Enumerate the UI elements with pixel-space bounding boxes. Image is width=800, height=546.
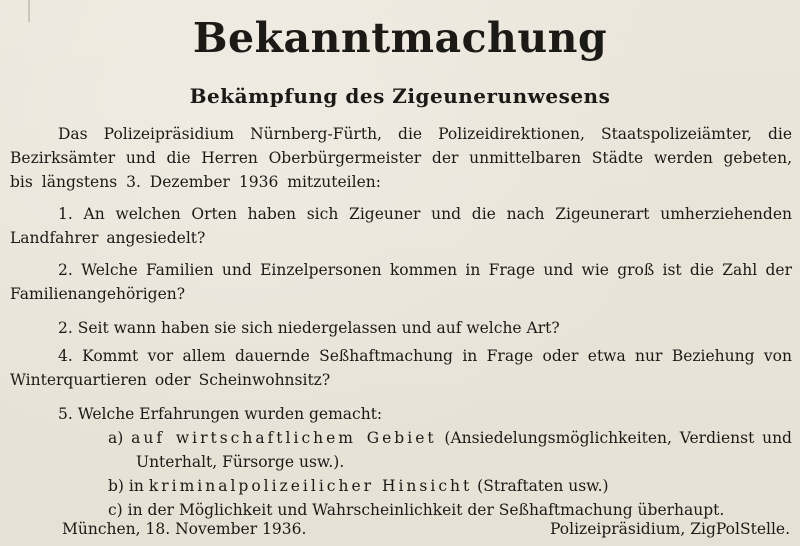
sub-item-a-text (108, 426, 792, 474)
signature: Polizeipräsidium, ZigPolStelle. (549, 520, 790, 538)
sub-item-a-emphasis: auf wirtschaftlichem Gebiet (131, 429, 437, 447)
question-5: 5. Welche Erfahrungen wurden gemacht: (58, 405, 383, 423)
sub-item-b-prefix: in (128, 477, 144, 495)
sub-item-c-marker: c) (108, 501, 123, 519)
sub-item-a-marker: a) (108, 429, 124, 447)
sub-item-c-text: in der Möglichkeit und Wahrscheinlichkeit der Seßhaftmachung überhaupt. (127, 501, 725, 519)
sub-item-a (108, 426, 792, 474)
notice-subtitle: Bekämpfung des Zigeunerunwesens (189, 84, 611, 108)
sub-item-a-detail: (Ansiedelungsmöglichkeiten, Verdienst und Unterhalt, Fürsorge usw.). (136, 429, 792, 471)
question-4: 4. Kommt vor allem dauernde Seßhaftmachung in Frage oder etwa nur Beziehung von Winterquartieren oder Scheinwohnsitz? (10, 347, 792, 389)
sub-item-b-marker: b) (108, 477, 124, 495)
notice-title: Bekanntmachung (192, 14, 608, 62)
question-1: 1. An welchen Orten haben sich Zigeuner und die nach Zigeunerart umherziehenden Landfahrer angesiedelt? (10, 205, 792, 247)
place-date: München, 18. November 1936. (62, 520, 307, 538)
intro-paragraph: Das Polizeipräsidium Nürnberg-Fürth, die Polizeidirektionen, Staatspolizeiämter, die Bezirksämter und die Herren Oberbürgermeister der unmittelbaren Städte werden gebeten, bis längstens 3. Dezember 1936 mitzuteilen: (10, 125, 792, 191)
question-3: 2. Seit wann haben sie sich niedergelassen und auf welche Art? (58, 319, 560, 337)
question-2: 2. Welche Familien und Einzelpersonen kommen in Frage und wie groß ist die Zahl der Familienangehörigen? (10, 261, 792, 303)
sub-item-b (108, 474, 792, 498)
sub-item-b-emphasis: kriminalpolizeilicher Hinsicht (148, 477, 473, 495)
sub-item-b-detail: (Straftaten usw.) (477, 477, 609, 495)
